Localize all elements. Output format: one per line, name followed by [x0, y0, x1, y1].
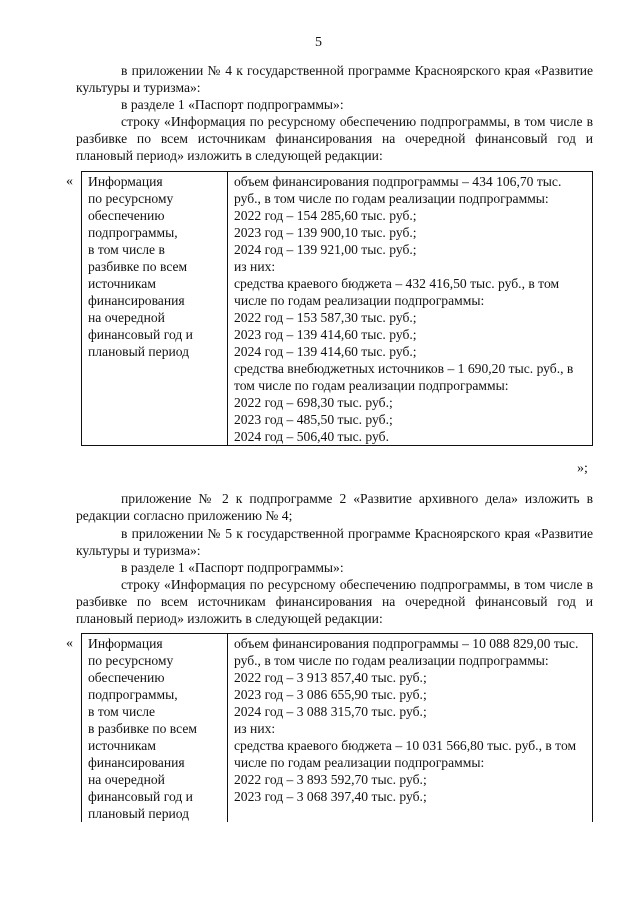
list-item: из них: — [234, 259, 276, 274]
list-item: 2023 год – 139 900,10 тыс. руб.; — [234, 225, 417, 240]
paragraph-section-1: в разделе 1 «Паспорт подпрограммы»: — [121, 560, 344, 575]
table-value-cell — [228, 634, 593, 823]
list-item: 2023 год – 139 414,60 тыс. руб.; — [234, 327, 417, 342]
paragraph-section-1: в разделе 1 «Паспорт подпрограммы»: — [121, 97, 344, 112]
list-item: объем финансирования подпрограммы – 434 106,70 тыс. руб., в том числе по годам реализации подпрограммы: — [234, 174, 562, 206]
table-row — [82, 634, 593, 823]
opening-quote-mark: « — [66, 174, 73, 189]
list-item: 2023 год – 485,50 тыс. руб.; — [234, 412, 393, 427]
paragraph-row-instruction: строку «Информация по ресурсному обеспечению подпрограммы, в том числе в разбивке по всем источникам финансирования на очередной финансовый год и плановый период» изложить в следующей редакции: — [76, 577, 593, 626]
list-item: 2022 год – 3 913 857,40 тыс. руб.; — [234, 670, 427, 685]
list-item: 2022 год – 153 587,30 тыс. руб.; — [234, 310, 417, 325]
list-item: 2022 год – 3 893 592,70 тыс. руб.; — [234, 772, 427, 787]
list-item: средства краевого бюджета – 10 031 566,80 тыс. руб., в том числе по годам реализации подпрограммы: — [234, 738, 577, 770]
list-item: 2023 год – 3 068 397,40 тыс. руб.; — [234, 789, 427, 804]
passport-table-2 — [81, 633, 593, 822]
list-item: 2024 год – 139 414,60 тыс. руб.; — [234, 344, 417, 359]
table-label-cell: Информация по ресурсному обеспечению подпрограммы, в том числе в разбивке по всем источникам финансирования на очередной финансовый год и плановый период — [82, 634, 228, 823]
paragraph-appendix-2: приложение № 2 к подпрограмме 2 «Развитие архивного дела» изложить в редакции согласно приложению № 4; — [76, 491, 593, 523]
list-item: 2024 год – 3 088 315,70 тыс. руб.; — [234, 704, 427, 719]
list-item: 2024 год – 506,40 тыс. руб. — [234, 429, 389, 444]
paragraph-appendix-4: в приложении № 4 к государственной программе Красноярского края «Развитие культуры и туризма»: — [76, 63, 593, 95]
list-item: средства внебюджетных источников – 1 690,20 тыс. руб., в том числе по годам реализации подпрограммы: — [234, 361, 574, 393]
list-item: 2022 год – 698,30 тыс. руб.; — [234, 395, 393, 410]
list-item: из них: — [234, 721, 276, 736]
table-value-cell — [228, 172, 593, 446]
list-item: 2024 год – 139 921,00 тыс. руб.; — [234, 242, 417, 257]
paragraph-row-instruction: строку «Информация по ресурсному обеспечению подпрограммы, в том числе в разбивке по всем источникам финансирования на очередной финансовый год и плановый период» изложить в следующей редакции: — [76, 114, 593, 163]
paragraph-appendix-5: в приложении № 5 к государственной программе Красноярского края «Развитие культуры и туризма»: — [76, 526, 593, 558]
list-item: 2023 год – 3 086 655,90 тыс. руб.; — [234, 687, 427, 702]
page-number: 5 — [315, 35, 322, 50]
list-item: объем финансирования подпрограммы – 10 088 829,00 тыс. руб., в том числе по годам реализации подпрограммы: — [234, 636, 579, 668]
list-item: 2022 год – 154 285,60 тыс. руб.; — [234, 208, 417, 223]
table-label-cell: Информация по ресурсному обеспечению подпрограммы, в том числе в разбивке по всем источникам финансирования на очередной финансовый год и плановый период — [82, 172, 228, 446]
opening-quote-mark: « — [66, 636, 73, 651]
table-row — [82, 172, 593, 446]
list-item: средства краевого бюджета – 432 416,50 тыс. руб., в том числе по годам реализации подпрограммы: — [234, 276, 560, 308]
passport-table-1 — [81, 171, 593, 446]
closing-quote-mark: »; — [577, 461, 588, 476]
